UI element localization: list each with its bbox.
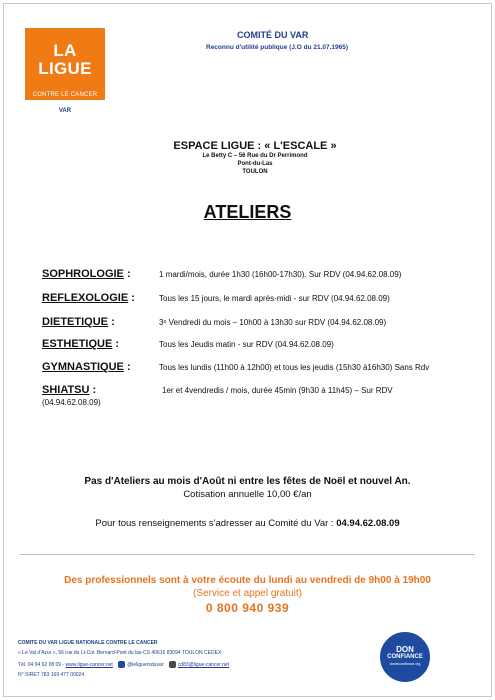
facebook-icon bbox=[118, 661, 125, 668]
workshop-row bbox=[42, 292, 482, 308]
workshop-row bbox=[42, 361, 482, 377]
footer-address: « Le Val d'Azur », 56 rue du Lt-Col. Bernard-Pont du las-CS 40616 83094 TOULON CEDEX bbox=[18, 650, 222, 656]
helpline-phone: 0 800 940 939 bbox=[205, 601, 290, 615]
venue-address: Le Betty C – 56 Rue du Dr Perrimond bbox=[202, 153, 308, 159]
logo-region: VAR bbox=[58, 108, 72, 114]
footer-email-link[interactable]: cd83@ligue-cancer.net bbox=[177, 661, 230, 668]
workshop-phone: (04.94.62.08.09) bbox=[42, 398, 101, 407]
footer-org: COMITE DU VAR LIGUE NATIONALE CONTRE LE CANCER bbox=[18, 640, 158, 646]
workshop-label: SOPHROLOGIE : bbox=[42, 268, 131, 280]
venue-city: TOULON bbox=[242, 169, 268, 175]
venue-title: ESPACE LIGUE : « L'ESCALE » bbox=[173, 140, 337, 152]
footer-tel: Tél. 04 94 62 08 09 - bbox=[18, 661, 66, 668]
workshop-row bbox=[42, 316, 482, 332]
contact-phone: 04.94.62.08.09 bbox=[336, 518, 400, 529]
la-ligue-logo bbox=[25, 28, 105, 100]
logo-subtitle: CONTRE LE CANCER bbox=[32, 92, 98, 98]
badge-small-text: donenconfiance.org bbox=[389, 662, 421, 666]
footer-siret: N° SIRET 783 169 477 00024 bbox=[18, 672, 85, 678]
section-divider bbox=[20, 554, 475, 555]
workshop-description: Tous les 15 jours, le mardi après-midi - sur RDV (04.94.62.08.09) bbox=[159, 294, 390, 303]
helpline-hours: Des professionnels sont à votre écoute du lundi au vendredi de 9h00 à 19h00 bbox=[64, 575, 431, 586]
workshop-label: GYMNASTIQUE : bbox=[42, 361, 131, 373]
logo-title: LA LIGUE bbox=[38, 41, 92, 78]
workshop-description: Tous les Jeudis matin - sur RDV (04.94.62.08.09) bbox=[159, 340, 334, 349]
badge-main-text: CONFIANCE bbox=[387, 654, 423, 660]
workshop-label: SHIATSU : bbox=[42, 384, 97, 396]
email-icon bbox=[169, 661, 176, 668]
committee-subtitle: Reconnu d'utilité publique (J.O du 21.07.1965) bbox=[206, 44, 349, 51]
page-heading: ATELIERS bbox=[203, 202, 292, 222]
workshop-description: 1 mardi/mois, durée 1h30 (16h00-17h30). Sur RDV (04.94.62.08.09) bbox=[159, 270, 402, 279]
badge-top-text: DON bbox=[396, 645, 414, 654]
workshop-row bbox=[42, 338, 482, 354]
venue-block bbox=[150, 140, 360, 176]
venue-district: Pont-du-Las bbox=[237, 161, 273, 167]
footer-social[interactable]: @leliguersduvar bbox=[127, 661, 164, 668]
workshop-label: ESTHETIQUE : bbox=[42, 338, 120, 350]
workshop-description: 1er et 4vendredis / mois, durée 45min (9h30 à 11h45) – Sur RDV bbox=[162, 386, 393, 395]
workshop-row bbox=[42, 384, 482, 414]
annual-fee: Cotisation annuelle 10,00 €/an bbox=[183, 489, 312, 500]
helpline-free-note: (Service et appel gratuit) bbox=[193, 588, 302, 599]
workshop-row bbox=[42, 268, 482, 284]
footer-contacts bbox=[18, 661, 229, 668]
committee-title: COMITÉ DU VAR bbox=[237, 30, 309, 40]
contact-text: Pour tous renseignements s'adresser au Comité du Var : bbox=[95, 518, 337, 529]
don-en-confiance-badge bbox=[380, 632, 430, 682]
closure-notice: Pas d'Ateliers au mois d'Août ni entre les fêtes de Noël et nouvel An. bbox=[84, 476, 411, 487]
workshop-label: REFLEXOLOGIE : bbox=[42, 292, 135, 304]
workshop-description: Tous les lundis (11h00 à 12h00) et tous les jeudis (15h30 à16h30) Sans Rdv bbox=[159, 363, 430, 372]
contact-line bbox=[0, 518, 495, 529]
workshop-label: DIETETIQUE : bbox=[42, 316, 115, 328]
footer-website-link[interactable]: www.ligue-cancer.net bbox=[65, 661, 113, 668]
workshop-description: 3ᵉ Vendredi du mois – 10h00 à 13h30 sur RDV (04.94.62.08.09) bbox=[159, 318, 387, 327]
